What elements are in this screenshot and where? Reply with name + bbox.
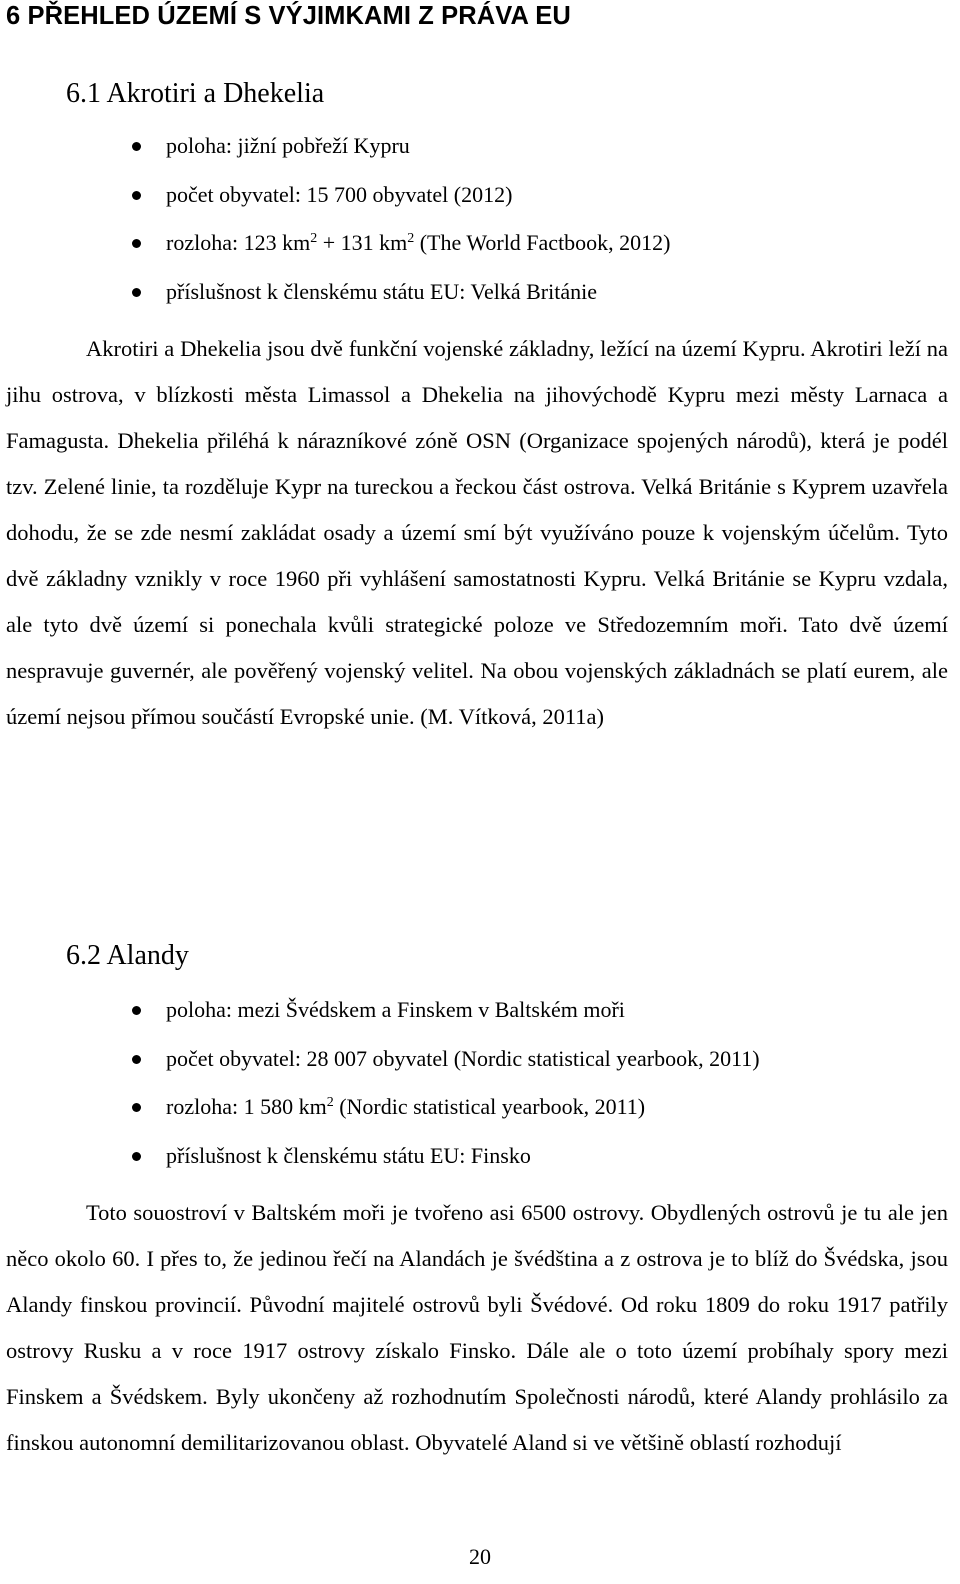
body-paragraph: Akrotiri a Dhekelia jsou dvě funkční vojenské základny, ležící na území Kypru. Akrotiri leží na jihu ostrova, v blízkosti města Limassol a Dhekelia na jihovýchodě Kypru mezi městy Larnaca a Famagusta. Dhekelia přiléhá k nárazníkové zóně OSN (Organizace spojených národů), která je podél tzv. Zelené linie, ta rozděluje Kypr na tureckou a řeckou část ostrova. Velká Británie s Kyprem uzavřela dohodu, že se zde nesmí zakládat osady a území smí být využíváno pouze k vojenským účelům. Tyto dvě základny vznikly v roce 1960 při vyhlášení samostatnosti Kypru. Velká Británie se Kypru vzdala, ale tyto dvě území si ponechala kvůli strategické poloze ve Středozemním moři. Tato dvě území nespravuje guvernér, ale pověřený vojenský velitel. Na obou vojenských základnách se platí eurem, ale území nejsou přímou součástí Evropské unie. (M. Vítková, 2011a) — [6, 336, 948, 729]
bullet-icon — [132, 1152, 141, 1161]
bullet-icon — [132, 1006, 141, 1015]
section-alandy — [6, 934, 948, 1466]
section-heading: 6.1 Akrotiri a Dhekelia — [66, 78, 325, 109]
page-number: 20 — [469, 1544, 491, 1569]
list-item: příslušnost k členskému státu EU: Finsko — [6, 1132, 948, 1181]
bullet-icon — [132, 1055, 141, 1064]
bullet-icon — [132, 288, 141, 297]
list-item: rozloha: 123 $km^2 + 131$ $km^2$ (The World Factbook, 2012) — [6, 219, 948, 268]
section-akrotiri-dhekelia — [6, 72, 948, 740]
list-item: počet obyvatel: 15 700 obyvatel (2012) — [6, 171, 948, 220]
bullet-icon — [132, 191, 141, 200]
list-item: rozloha: 1 580 $km^2$ (Nordic statistical yearbook, 2011) — [6, 1083, 948, 1132]
section-heading: 6.2 Alandy — [66, 940, 189, 971]
list-item: poloha: jižní pobřeží Kypru — [6, 122, 948, 171]
bullet-icon — [132, 239, 141, 248]
chapter-title: 6 PŘEHLED ÚZEMÍ S VÝJIMKAMI Z PRÁVA EU — [6, 2, 571, 30]
list-item: počet obyvatel: 28 007 obyvatel (Nordic statistical yearbook, 2011) — [6, 1035, 948, 1084]
bullet-list — [6, 986, 948, 1180]
body-paragraph: Toto souostroví v Baltském moři je tvořeno asi 6500 ostrovy. Obydlených ostrovů je tu ale jen něco okolo 60. I přes to, že jedinou řečí na Alandách je švédština a z ostrova je to blíž do Švédska, jsou Alandy finskou provincií. Původní majitelé ostrovů byli Švédové. Od roku 1809 do roku 1917 patřily ostrovy Rusku a v roce 1917 ostrovy získalo Finsko. Dále ale o toto území probíhaly spory mezi Finskem a Švédskem. Byly ukončeny až rozhodnutím Společnosti národů, které Alandy prohlásilo za finskou autonomní demilitarizovanou oblast. Obyvatelé Aland si ve většině oblastí rozhodují — [6, 1200, 948, 1455]
list-item: poloha: mezi Švédskem a Finskem v Baltském moři — [6, 986, 948, 1035]
bullet-list — [6, 122, 948, 316]
list-item: příslušnost k členskému státu EU: Velká Británie — [6, 268, 948, 317]
bullet-icon — [132, 142, 141, 151]
bullet-icon — [132, 1103, 141, 1112]
